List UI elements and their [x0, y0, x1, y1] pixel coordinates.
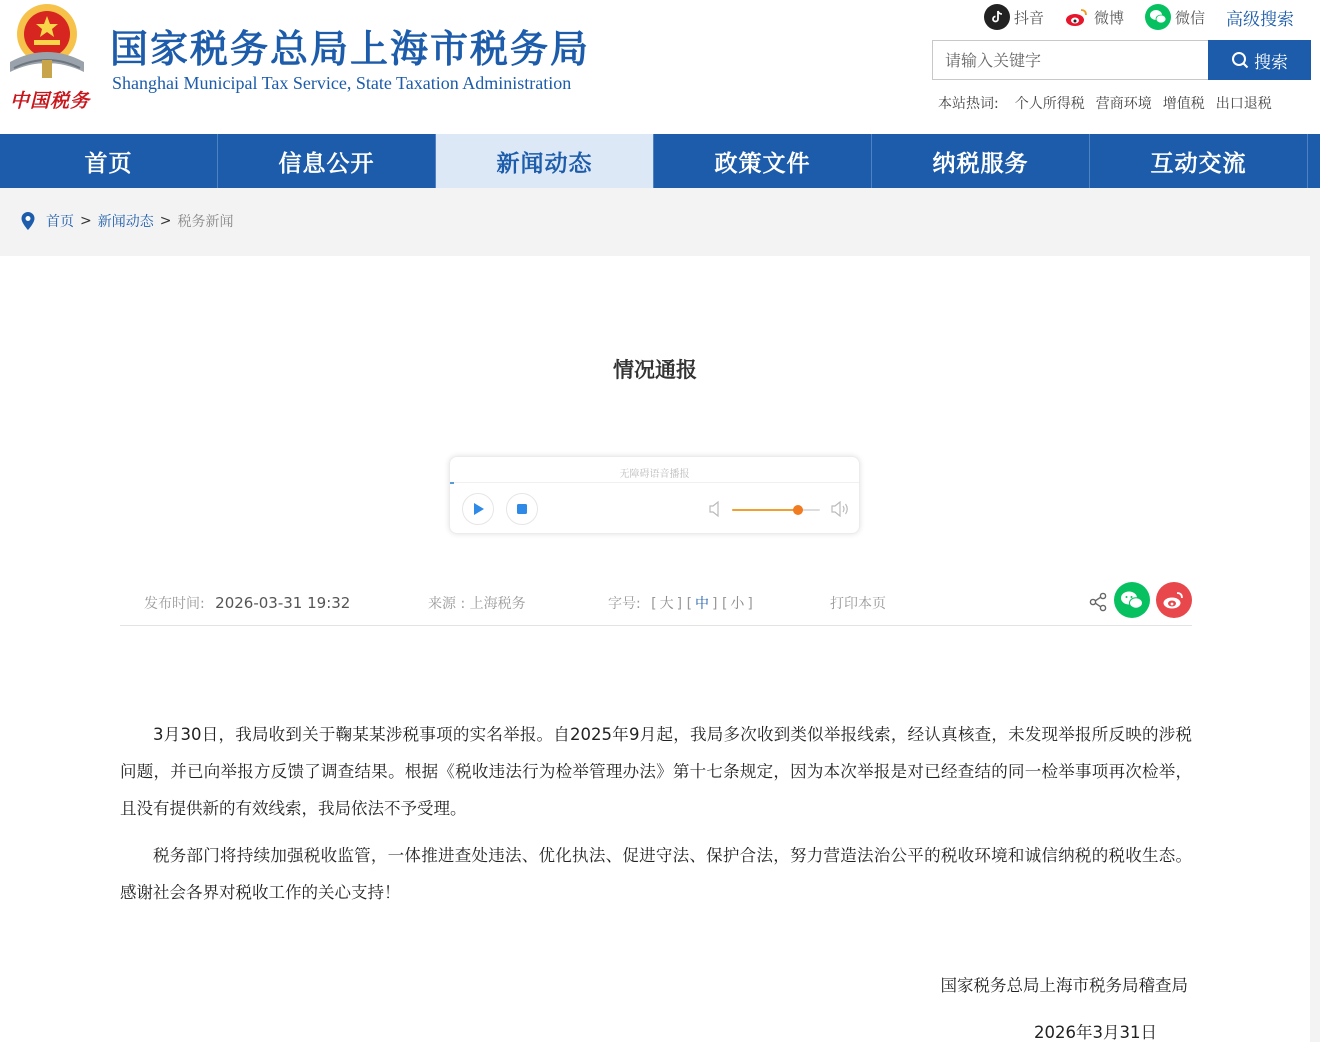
nav-item-policy[interactable]: 政策文件: [654, 134, 872, 188]
breadcrumb: [20, 211, 233, 231]
douyin-label: 抖音: [1014, 8, 1045, 27]
publish-time: [144, 593, 350, 613]
breadcrumb-current: 税务新闻: [177, 214, 234, 230]
search-button-label: 搜索: [1254, 52, 1288, 73]
font-size-large[interactable]: 大: [659, 596, 674, 612]
article-signature: 国家税务总局上海市税务局稽查局: [940, 976, 1188, 995]
search-icon: [1231, 51, 1249, 69]
volume-high-icon[interactable]: [830, 501, 850, 517]
breadcrumb-separator: >: [159, 213, 172, 229]
publish-time-label: 发布时间:: [144, 596, 205, 612]
player-label: 无障碍语音播报: [619, 469, 690, 480]
national-emblem-logo[interactable]: [4, 2, 90, 82]
hotword-link[interactable]: 增值税: [1162, 96, 1205, 112]
stop-icon: [516, 503, 528, 515]
article-title: 情况通报: [613, 358, 697, 382]
china-tax-logo-text: 中国税务: [10, 90, 91, 112]
play-button[interactable]: [462, 493, 494, 525]
nav-item-home[interactable]: 首页: [0, 134, 218, 188]
weibo-icon: [1064, 4, 1090, 30]
hotword-link[interactable]: 营商环境: [1095, 96, 1152, 112]
search-input[interactable]: [933, 41, 1210, 79]
print-page-link[interactable]: 打印本页: [830, 596, 886, 612]
search-button[interactable]: [1208, 40, 1311, 80]
play-icon: [471, 502, 485, 516]
stop-button[interactable]: [506, 493, 538, 525]
article-paragraph: 税务部门将持续加强税收监管，一体推进查处违法、优化执法、促进守法、保护合法，努力营造法治公平的税收环境和诚信纳税的税收生态。感谢社会各界对税收工作的关心支持！: [120, 846, 1192, 902]
wechat-icon: [1120, 590, 1144, 610]
nav-item-tax-service[interactable]: 纳税服务: [872, 134, 1090, 188]
site-subtitle: Shanghai Municipal Tax Service, State Taxation Administration: [112, 73, 572, 93]
audio-player: [449, 456, 860, 534]
hotword-link[interactable]: 出口退税: [1215, 96, 1272, 112]
weibo-label: 微博: [1094, 8, 1125, 27]
font-size-medium[interactable]: 中: [695, 596, 710, 612]
article-source: 来源 : 上海税务: [428, 596, 526, 612]
advanced-search-link[interactable]: 高级搜索: [1226, 10, 1294, 30]
volume-low-icon[interactable]: [708, 501, 722, 517]
site-title[interactable]: 国家税务总局上海市税务局: [110, 27, 591, 71]
location-pin-icon: [20, 211, 36, 231]
article-meta-bar: [120, 586, 1192, 626]
article-paragraph: 3月30日，我局收到关于鞠某某涉税事项的实名举报。自2025年9月起，我局多次收到类似举报线索，经认真核查，未发现举报所反映的涉税问题，并已向举报方反馈了调查结果。根据《税收违法行为检举管理办法》第十七条规定，因为本次举报是对已经查结的同一检举事项再次检举，且没有提供新的有效线索，我局依法不予受理。: [120, 725, 1192, 818]
article-date: 2026年3月31日: [1034, 1023, 1157, 1042]
article-body: [120, 716, 1192, 911]
share-icon[interactable]: [1088, 592, 1108, 612]
wechat-link[interactable]: [1145, 2, 1205, 32]
font-size-label: 字号:: [608, 596, 641, 612]
nav-item-news[interactable]: 新闻动态: [436, 134, 654, 188]
nav-item-interaction[interactable]: 互动交流: [1090, 134, 1308, 188]
weibo-icon: [1162, 590, 1186, 610]
search-box: [932, 40, 1210, 80]
hotword-link[interactable]: 个人所得税: [1014, 96, 1085, 112]
douyin-link[interactable]: [984, 2, 1044, 32]
player-progress-bar[interactable]: [450, 482, 859, 483]
font-size-selector: 字号: [ 大 ] [ 中 ] [ 小 ]: [608, 596, 753, 612]
volume-slider[interactable]: [732, 509, 820, 511]
volume-knob[interactable]: [793, 505, 803, 515]
breadcrumb-news[interactable]: 新闻动态: [97, 214, 154, 230]
weibo-link[interactable]: [1064, 2, 1124, 32]
wechat-icon: [1145, 4, 1171, 30]
site-header: [0, 0, 1320, 134]
share-wechat-button[interactable]: [1114, 582, 1150, 618]
main-nav: [0, 134, 1320, 188]
breadcrumb-separator: >: [80, 213, 92, 229]
wechat-label: 微信: [1175, 8, 1206, 27]
nav-item-info-disclosure[interactable]: 信息公开: [218, 134, 436, 188]
font-size-small[interactable]: 小: [730, 596, 745, 612]
breadcrumb-home[interactable]: 首页: [46, 214, 74, 230]
share-weibo-button[interactable]: [1156, 582, 1192, 618]
douyin-icon: [984, 4, 1010, 30]
article-container: [0, 256, 1310, 1042]
hotwords-label: 本站热词:: [938, 96, 999, 112]
publish-time-value: 2026-03-31 19:32: [215, 594, 351, 612]
hotwords: [938, 93, 1283, 113]
